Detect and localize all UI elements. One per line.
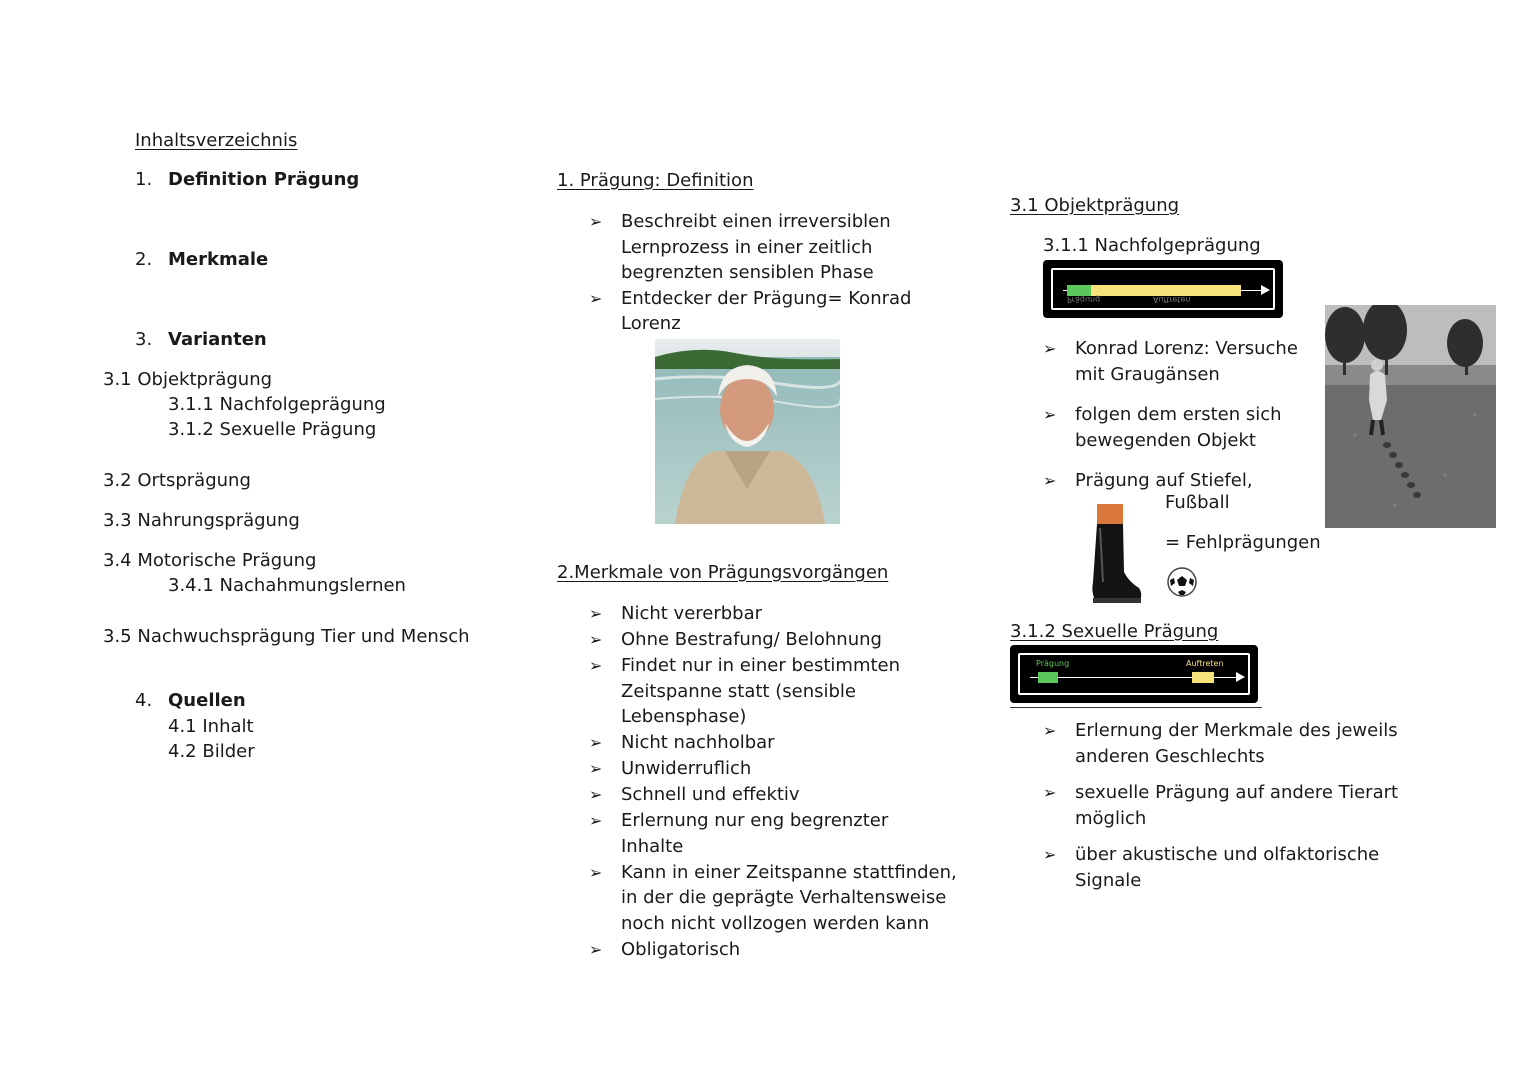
timeline-label-left: Prägung (1036, 659, 1070, 668)
arrow-bullet-icon: ➢ (589, 288, 603, 308)
imprint-phase-bar (1038, 672, 1058, 683)
toc-sub-3-2: 3.2 Ortsprägung (103, 470, 251, 491)
toc-item-2 (135, 249, 269, 270)
toc-sub-3-1: 3.1 Objektprägung (103, 369, 273, 390)
arrow-bullet-icon: ➢ (1043, 845, 1057, 864)
list-item: ➢ über akustische und olfaktorische Signale (1043, 844, 1380, 891)
konrad-lorenz-photo (655, 339, 840, 524)
section1-heading: 1. Prägung: Definition (557, 170, 754, 191)
list-item: ➢ Konrad Lorenz: Versuche mit Graugänsen (1043, 338, 1298, 385)
timeline-arrow-icon (1261, 285, 1270, 295)
toc-sub-3-3: 3.3 Nahrungsprägung (103, 510, 300, 531)
occurrence-phase-bar (1192, 672, 1214, 683)
imprinting-timeline-follow (1043, 260, 1283, 318)
toc-item-4 (135, 690, 246, 711)
arrow-bullet-icon: ➢ (589, 604, 603, 623)
toc-sub-3-4-1: 3.4.1 Nachahmungslernen (168, 575, 406, 596)
arrow-bullet-icon: ➢ (589, 630, 603, 649)
arrow-bullet-icon: ➢ (589, 759, 603, 778)
list-item: ➢ Findet nur in einer bestimmten Zeitspanne statt (sensible Lebensphase) (589, 655, 901, 727)
section31-heading: 3.1 Objektprägung (1010, 195, 1180, 216)
list-item: ➢ Unwiderruflich (589, 756, 949, 782)
section2-heading: 2.Merkmale von Prägungsvorgängen (557, 562, 889, 583)
section312-heading: 3.1.2 Sexuelle Prägung (1010, 621, 1219, 642)
list-item: ➢ Ohne Bestrafung/ Belohnung (589, 627, 949, 653)
toc-num: 4. (135, 690, 153, 711)
list-item: ➢ sexuelle Prägung auf andere Tierart möglich (1043, 782, 1399, 829)
arrow-bullet-icon: ➢ (589, 656, 603, 675)
arrow-bullet-icon: ➢ (589, 939, 603, 959)
timeline-label-right: Auftreten (1153, 295, 1191, 304)
geese-following-photo (1325, 305, 1496, 528)
toc-sub-3-1-1: 3.1.1 Nachfolgeprägung (168, 394, 386, 415)
list-item: ➢ Nicht vererbbar (589, 601, 949, 627)
toc-sub-4-1: 4.1 Inhalt (168, 716, 254, 737)
toc-sub-4-2: 4.2 Bilder (168, 741, 255, 762)
list-item: ➢ Beschreibt einen irreversiblen Lernprozess in einer zeitlich begrenzten sensiblen Phase (589, 211, 891, 283)
list-item: ➢ Erlernung der Merkmale des jeweils anderen Geschlechts (1043, 720, 1398, 767)
arrow-bullet-icon: ➢ (1043, 783, 1057, 802)
arrow-bullet-icon: ➢ (589, 785, 603, 804)
list-item: ➢ Prägung auf Stiefel, (1043, 468, 1303, 494)
toc-num: 2. (135, 249, 153, 270)
toc-item-1 (135, 169, 360, 190)
timeline-label-right: Auftreten (1186, 659, 1224, 668)
toc-label: Quellen (168, 690, 246, 711)
list-item: ➢ Nicht nachholbar (589, 730, 949, 756)
list-item: ➢ Kann in einer Zeitspanne stattfinden, in der die geprägte Verhaltensweise noch nicht vollzogen werden kann (589, 861, 957, 934)
list-item: ➢ Schnell und effektiv (589, 782, 949, 808)
imprinting-timeline-sexual (1010, 645, 1258, 703)
arrow-bullet-icon: ➢ (589, 811, 603, 830)
toc-sub-3-1-2: 3.1.2 Sexuelle Prägung (168, 419, 377, 440)
toc-num: 1. (135, 169, 153, 190)
toc-label: Definition Prägung (168, 169, 360, 190)
arrow-bullet-icon: ➢ (1043, 405, 1057, 424)
toc-sub-3-4: 3.4 Motorische Prägung (103, 550, 317, 571)
toc-sub-3-5: 3.5 Nachwuchsprägung Tier und Mensch (103, 626, 470, 647)
section312-list (1043, 718, 1403, 893)
section31-list (1043, 336, 1303, 494)
timeline-arrow-icon (1236, 672, 1245, 682)
section2-list (589, 601, 957, 962)
football-label: Fußball (1165, 492, 1230, 513)
divider (1010, 707, 1262, 708)
toc-num: 3. (135, 329, 153, 350)
toc-label: Merkmale (168, 249, 269, 270)
list-item: ➢ folgen dem ersten sich bewegenden Objekt (1043, 404, 1282, 451)
list-item: ➢ Erlernung nur eng begrenzter Inhalte (589, 810, 889, 857)
boot-image (1085, 502, 1145, 606)
arrow-bullet-icon: ➢ (1043, 339, 1057, 358)
toc-title: Inhaltsverzeichnis (135, 130, 298, 151)
list-item: ➢ Obligatorisch (589, 937, 949, 963)
arrow-bullet-icon: ➢ (589, 212, 603, 231)
misimprinting-label: = Fehlprägungen (1165, 532, 1321, 553)
section31-subheading: 3.1.1 Nachfolgeprägung (1043, 235, 1261, 256)
arrow-bullet-icon: ➢ (1043, 471, 1057, 490)
toc-label: Varianten (168, 329, 267, 350)
arrow-bullet-icon: ➢ (589, 862, 603, 882)
arrow-bullet-icon: ➢ (589, 733, 603, 752)
toc-item-3 (135, 329, 267, 350)
timeline-label-left: Prägung (1067, 295, 1101, 304)
section1-list (589, 209, 919, 337)
list-item: ➢ Entdecker der Prägung= Konrad Lorenz (589, 287, 912, 334)
football-icon (1166, 566, 1198, 598)
arrow-bullet-icon: ➢ (1043, 721, 1057, 740)
